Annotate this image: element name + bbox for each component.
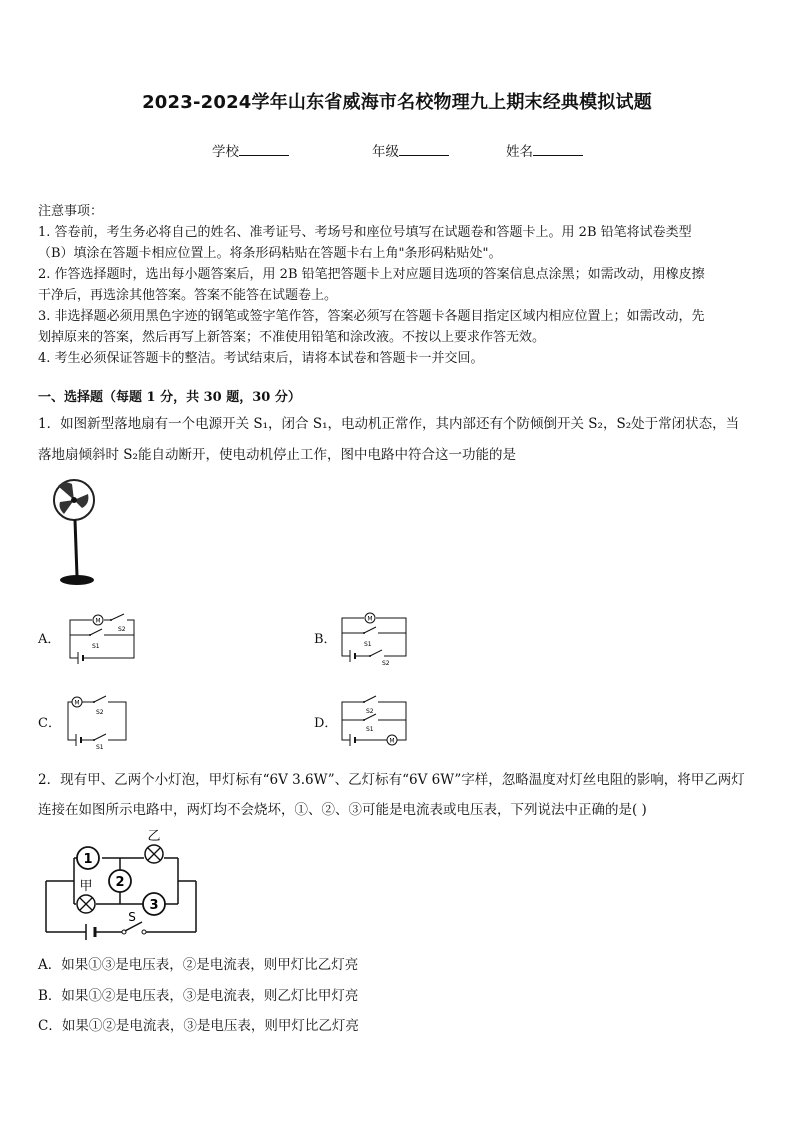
floor-fan-image [48, 476, 108, 590]
school-label: 学校 [212, 144, 239, 160]
motor-label: M [74, 699, 80, 707]
q2-stem-line1: 2．现有甲、乙两个小灯泡，甲灯标有“6V 3.6W”、乙灯标有“6V 6W”字样，忽略温度对灯丝电阻的影响，将甲乙两灯 [38, 772, 745, 788]
meter-2-label: 2 [115, 875, 125, 890]
motor-label: M [95, 617, 101, 625]
q1-option-a-circuit [66, 610, 138, 664]
q1-option-c-label: C． [38, 716, 61, 731]
switch-label-s1: S1 [96, 744, 104, 750]
name-field [506, 140, 583, 160]
motor-label: M [389, 737, 395, 745]
q2-option-a: A．如果①③是电压表，②是电流表，则甲灯比乙灯亮 [38, 957, 359, 973]
switch-label-s2: S2 [382, 660, 390, 666]
name-blank [533, 143, 583, 156]
q2-option-b: B．如果①②是电压表，③是电流表，则乙灯比甲灯亮 [38, 988, 359, 1004]
lamp-jia-label: 甲 [79, 879, 93, 894]
q1-stem-line1: 1．如图新型落地扇有一个电源开关 S₁，闭合 S₁，电动机正常作，其内部还有个防倾倒开关 S₂，S₂处于常闭状态，当 [38, 416, 740, 432]
grade-blank [399, 143, 449, 156]
switch-label: S [128, 910, 136, 924]
grade-label: 年级 [372, 144, 399, 160]
q1-option-b-label: B． [314, 632, 337, 647]
notice-heading: 注意事项： [38, 204, 104, 219]
q2-option-c: C．如果①②是电流表，③是电压表，则甲灯比乙灯亮 [38, 1018, 359, 1034]
switch-label-s2: S2 [118, 626, 126, 633]
q2-circuit-diagram [40, 826, 202, 946]
school-blank [239, 143, 289, 156]
switch-label-s1: S1 [92, 643, 100, 650]
notice-line: 划掉原来的答案，然后再写上新答案；不准使用铅笔和涂改液。不按以上要求作答无效。 [38, 330, 546, 345]
notice-line: 2. 作答选择题时，选出每小题答案后，用 2B 铅笔把答题卡上对应题目选项的答案信息点涂黑；如需改动，用橡皮擦 [38, 267, 705, 282]
meter-3-label: 3 [149, 898, 159, 913]
q1-option-d-label: D． [314, 716, 338, 731]
school-field [212, 140, 289, 160]
motor-label: M [367, 615, 373, 623]
grade-field [372, 140, 449, 160]
notice-line: 干净后，再选涂其他答案。答案不能答在试题卷上。 [38, 288, 338, 303]
lamp-yi-label: 乙 [147, 829, 161, 844]
switch-label-s1: S1 [364, 641, 372, 648]
name-label: 姓名 [506, 144, 533, 160]
q1-option-b-circuit [338, 608, 410, 666]
q1-option-c-circuit [64, 692, 130, 750]
switch-label-s2: S2 [96, 709, 104, 716]
switch-label-s1: S1 [366, 726, 374, 733]
notice-line: 1. 答卷前，考生务必将自己的姓名、准考证号、考场号和座位号填写在试题卷和答题卡上。用 2B 铅笔将试卷类型 [38, 225, 692, 240]
switch-label-s2: S2 [366, 708, 374, 715]
q1-option-d-circuit [338, 692, 410, 750]
meter-1-label: 1 [83, 852, 93, 867]
q1-option-a-label: A． [38, 632, 61, 647]
section-heading: 一、选择题（每题 1 分，共 30 题，30 分） [38, 390, 301, 405]
notice-line: 3. 非选择题必须用黑色字迹的钢笔或签字笔作答，答案必须写在答题卡各题目指定区域内相应位置上；如需改动，先 [38, 309, 705, 324]
q1-stem-line2: 落地扇倾斜时 S₂能自动断开，使电动机停止工作，图中电路中符合这一功能的是 [38, 447, 516, 463]
page-title: 2023-2024学年山东省威海市名校物理九上期末经典模拟试题 [142, 92, 652, 113]
notice-line: 4. 考生必须保证答题卡的整洁。考试结束后，请将本试卷和答题卡一并交回。 [38, 351, 484, 366]
notice-line: （B）填涂在答题卡相应位置上。将条形码粘贴在答题卡右上角"条形码粘贴处"。 [38, 246, 502, 261]
q2-stem-line2: 连接在如图所示电路中，两灯均不会烧坏，①、②、③可能是电流表或电压表，下列说法中正确的是( ) [38, 802, 647, 818]
